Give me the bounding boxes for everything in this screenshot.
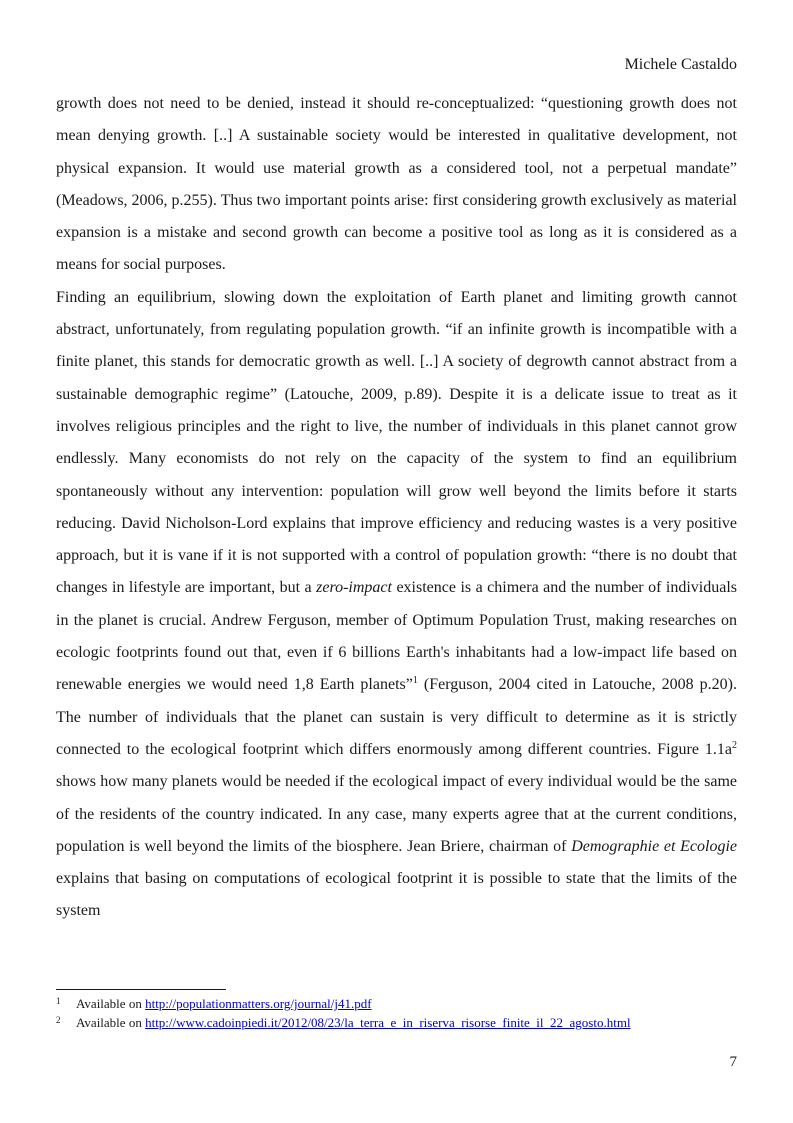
paragraph-2	[56, 282, 737, 928]
footnote-2-link[interactable]: http://www.cadoinpiedi.it/2012/08/23/la_terra_e_in_riserva_risorse_finite_il_22_agosto.html	[145, 1015, 631, 1030]
footnote-2-text	[76, 1013, 631, 1032]
paragraph-2-part-1: Finding an equilibrium, slowing down the exploitation of Earth planet and limiting growth cannot abstract, unfortunately, from regulating population growth. “if an infinite growth is incompatible with a finite planet, this stands for democratic growth as well. [..] A society of degrowth cannot abstract from a sustainable demographic regime” (Latouche, 2009, p.89). Despite it is a delicate issue to treat as it involves religious principles and the right to live, the number of individuals in this planet cannot grow endlessly. Many economists do not rely on the capacity of the system to find an equilibrium spontaneously without any intervention: population will grow well beyond the limits before it starts reducing. David Nicholson-Lord explains that improve efficiency and reducing wastes is a very positive approach, but it is vane if it is not supported with a control of population growth: “there is no doubt that changes in lifestyle are important, but a	[56, 288, 737, 597]
footnote-2	[56, 1013, 737, 1032]
footnote-1-number: 1	[56, 996, 61, 1006]
footnote-separator	[56, 989, 226, 990]
running-header-author: Michele Castaldo	[624, 56, 737, 73]
footnote-ref-2[interactable]: 2	[732, 739, 737, 751]
footnote-ref-1[interactable]: 1	[412, 675, 418, 687]
body-text	[56, 88, 737, 928]
footnote-2-number: 2	[56, 1015, 61, 1025]
footnote-1	[56, 994, 737, 1013]
footnote-1-text	[76, 994, 372, 1013]
emphasis-zero-impact: zero-impact	[316, 579, 392, 597]
footnotes	[56, 994, 737, 1032]
page-number: 7	[729, 1054, 737, 1070]
footnote-2-prefix: Available on	[76, 1015, 146, 1030]
paragraph-2-part-2: existence is a chimera and the number of individuals in the planet is crucial. Andrew Ferguson, member of Optimum Population Trust, making researches on ecologic footprints found out that, even if 6 billions Earth's inhabitants had a low-impact life based on renewable energies we would need 1,8 Earth planets”	[56, 579, 738, 694]
paragraph-1: growth does not need to be denied, instead it should re-conceptualized: “questioning growth does not mean denying growth. [..] A sustainable society would be interested in qualitative development, not physical expansion. It would use material growth as a considered tool, not a perpetual mandate” (Meadows, 2006, p.255). Thus two important points arise: first considering growth exclusively as material expansion is a mistake and second growth can become a positive tool as long as it is considered as a means for social purposes.	[56, 95, 737, 274]
footnote-1-link[interactable]: http://populationmatters.org/journal/j41.pdf	[145, 996, 372, 1011]
paragraph-2-part-5: explains that basing on computations of ecological footprint it is possible to state that the limits of the system	[56, 870, 737, 920]
footnote-1-prefix: Available on	[76, 996, 146, 1011]
paragraph-2-part-4: shows how many planets would be needed if the ecological impact of every individual would be the same of the residents of the country indicated. In any case, many experts agree that at the current conditions, population is well beyond the limits of the biosphere. Jean Briere, chairman of	[56, 773, 737, 855]
paragraph-2-part-3: (Ferguson, 2004 cited in Latouche, 2008 p.20). The number of individuals that the planet can sustain is very difficult to determine as it is strictly connected to the ecological footprint which differs enormously among different countries. Figure 1.1a	[56, 676, 737, 758]
emphasis-demographie-et-ecologie: Demographie et Ecologie	[571, 837, 738, 855]
